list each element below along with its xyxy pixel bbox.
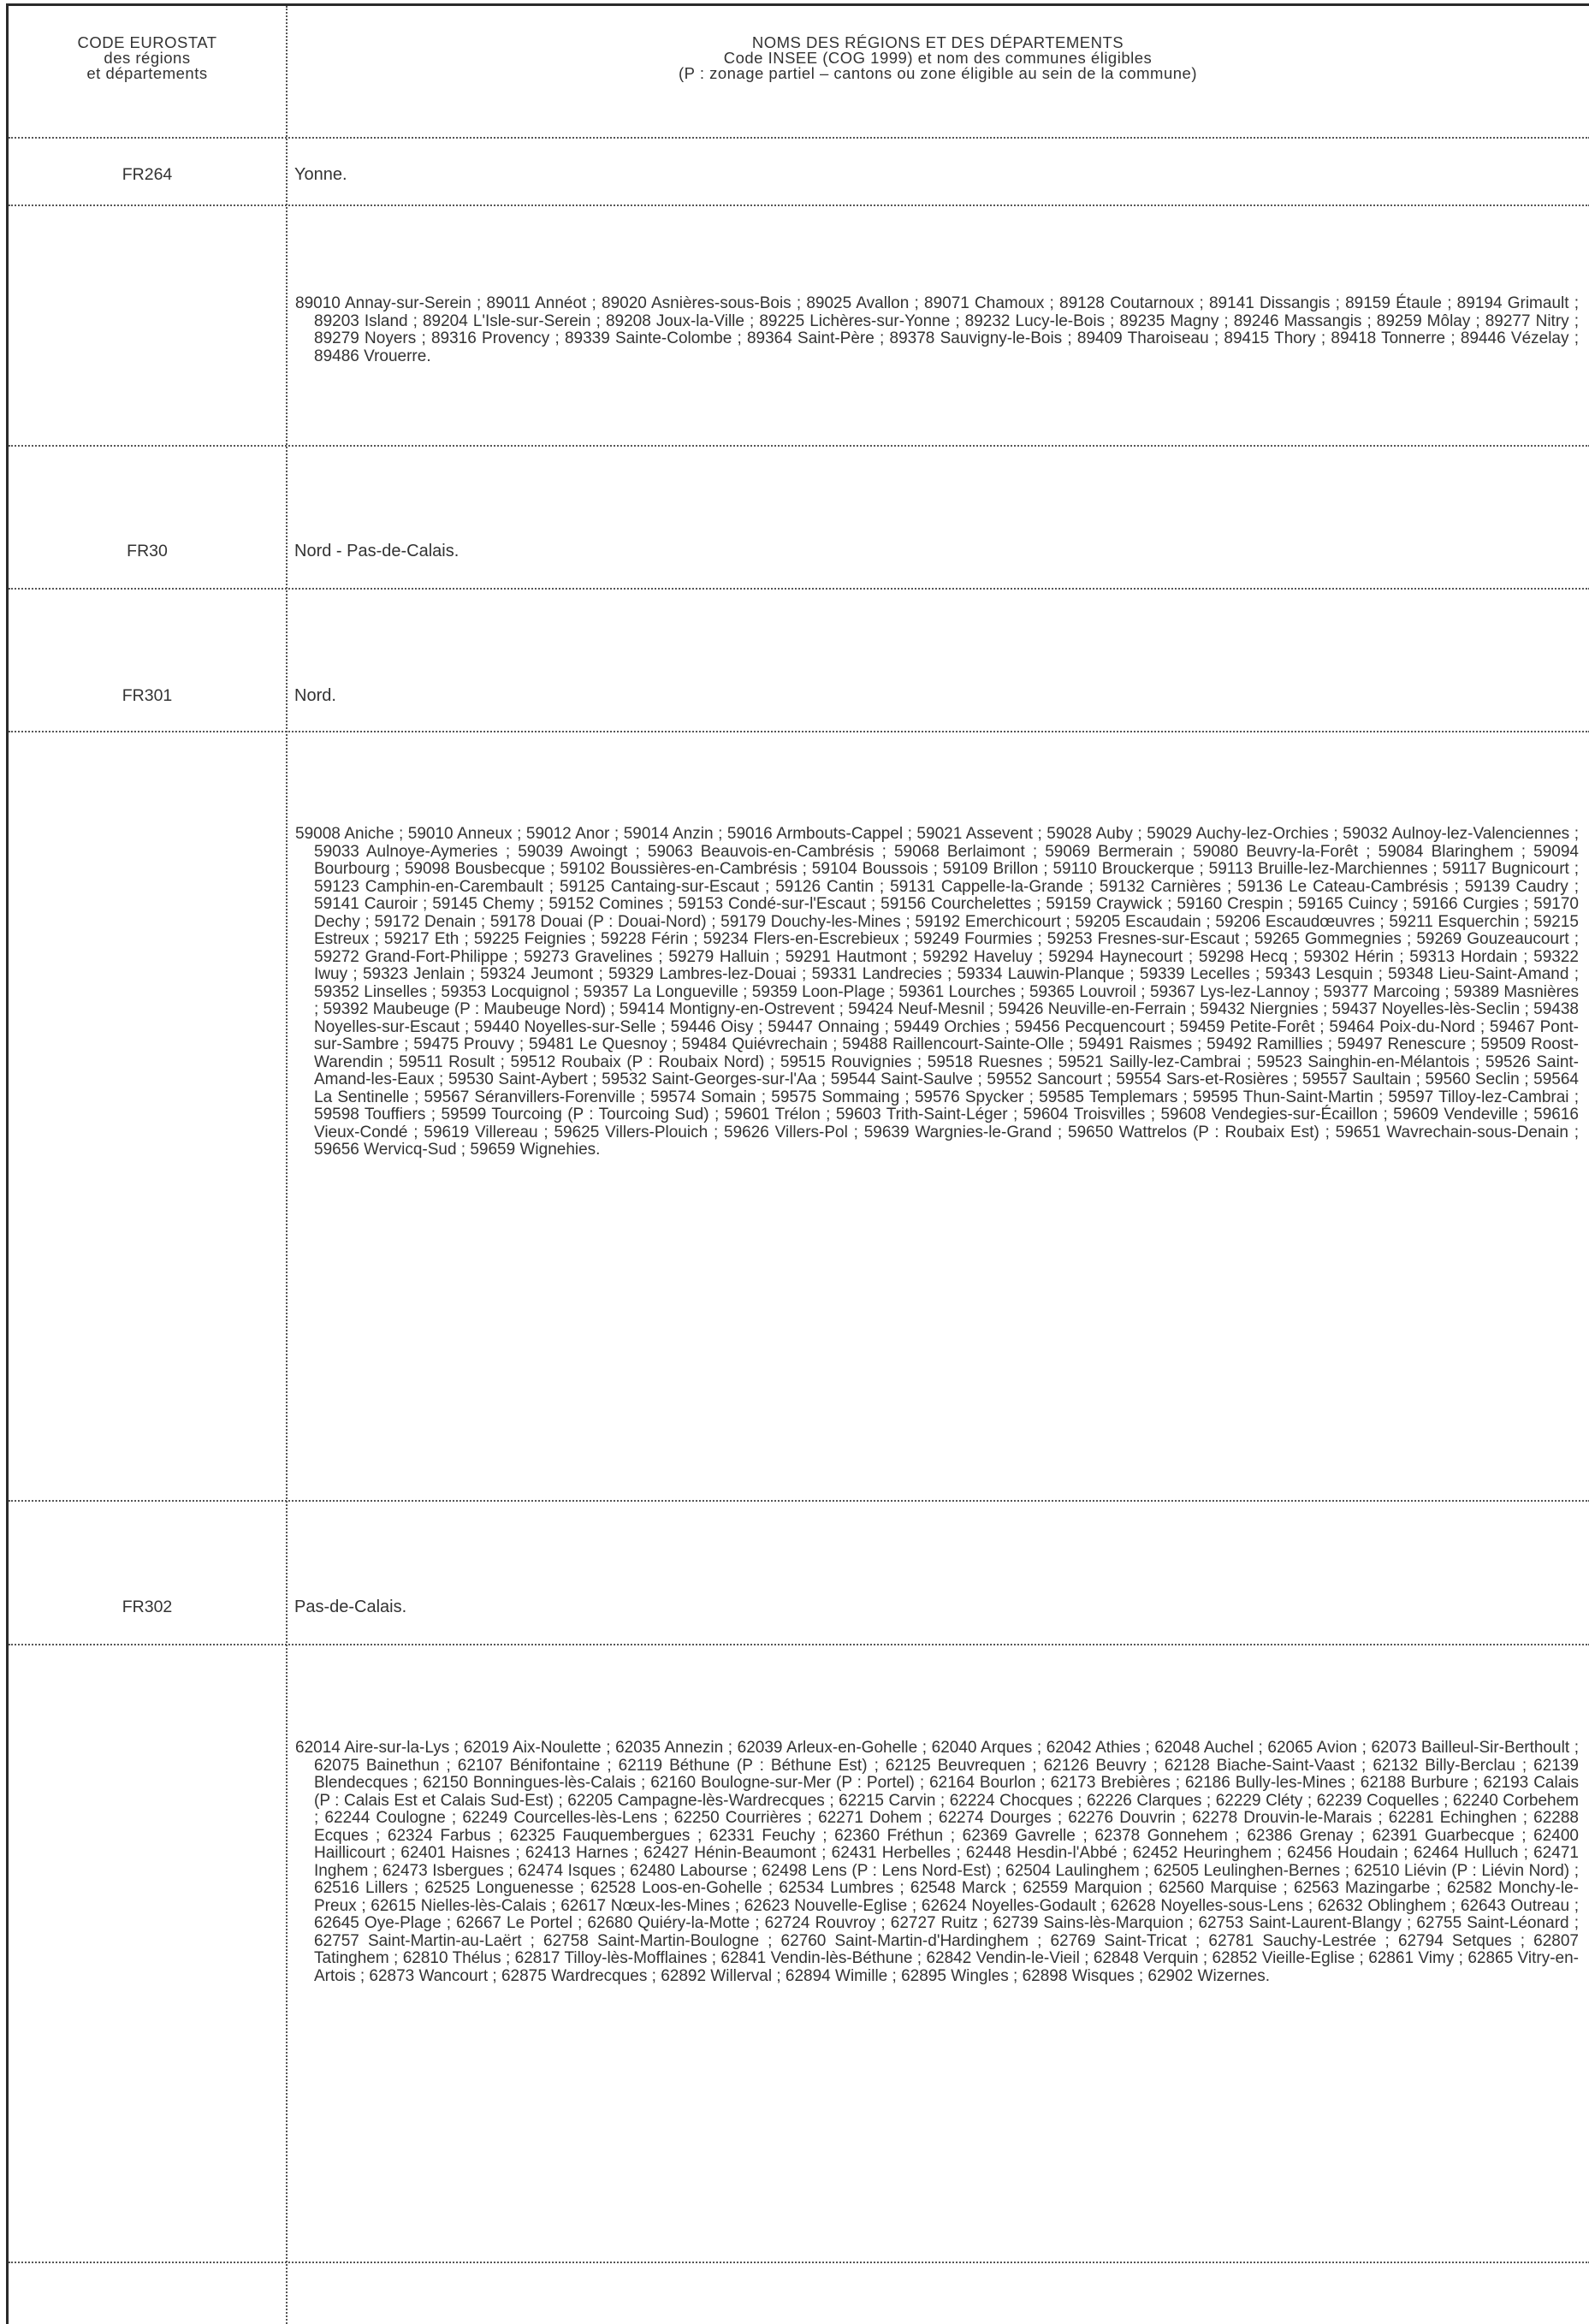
row-separator bbox=[9, 1500, 1589, 1502]
header-line: des régions bbox=[104, 49, 191, 67]
commune-list: 59008 Aniche ; 59010 Anneux ; 59012 Anor ; 59014 Anzin ; 59016 Armbouts-Cappel ; 59021 Assevent ; 59028 Auby ; 59029 Auchy-lez-Orchies ; 59032 Aulnoy-lez-Valenciennes ; 59033 Aulnoye-Aymeries ; 59039 Awoingt ; 59063 Beauvois-en-Cambrésis ; 59068 Berlaimont ; 59069 Bermerain ; 59080 Beuvry-la-Forêt ; 59084 Blaringhem ; 59094 Bourbourg ; 59098 Bousbecque ; 59102 Boussières-en-Cambrésis ; 59104 Boussois ; 59109 Brillon ; 59110 Brouckerque ; 59113 Bruille-lez-Marchiennes ; 59117 Bugnicourt ; 59123 Camphin-en-Carembault ; 59125 Cantaing-sur-Escaut ; 59126 Cantin ; 59131 Cappelle-la-Grande ; 59132 Carnières ; 59136 Le Cateau-Cambrésis ; 59139 Caudry ; 59141 Cauroir ; 59145 Chemy ; 59152 Comines ; 59153 Condé-sur-l'Escaut ; 59156 Courchelettes ; 59159 Craywick ; 59160 Crespin ; 59165 Cuincy ; 59166 Curgies ; 59170 Dechy ; 59172 Denain ; 59178 Douai (P : Douai-Nord) ; 59179 Douchy-les-Mines ; 59192 Emerchicourt ; 59205 Escaudain ; 59206 Escaudœuvres ; 59211 Esquerchin ; 59215 Estreux ; 59217 Eth ; 59225 Feignies ; 59228 Férin ; 59234 Flers-en-Escrebieux ; 59249 Fourmies ; 59253 Fresnes-sur-Escaut ; 59265 Gommegnies ; 59269 Gouzeaucourt ; 59272 Grand-Fort-Philippe ; 59273 Gravelines ; 59279 Halluin ; 59291 Hautmont ; 59292 Haveluy ; 59294 Haynecourt ; 59298 Hecq ; 59302 Hérin ; 59313 Hordain ; 59322 Iwuy ; 59323 Jenlain ; 59324 Jeumont ; 59329 Lambres-lez-Douai ; 59331 Landrecies ; 59334 Lauwin-Planque ; 59339 Lecelles ; 59343 Lesquin ; 59348 Lieu-Saint-Amand ; 59352 Linselles ; 59353 Locquignol ; 59357 La Longueville ; 59359 Loon-Plage ; 59361 Lourches ; 59365 Louvroil ; 59367 Lys-lez-Lannoy ; 59377 Marcoing ; 59389 Masnières ; 59392 Maubeuge (P : Maubeuge Nord) ; 59414 Montigny-en-Ostrevent ; 59424 Neuf-Mesnil ; 59426 Neuville-en-Ferrain ; 59432 Niergnies ; 59437 Noyelles-lès-Seclin ; 59438 Noyelles-sur-Escaut ; 59440 Noyelles-sur-Selle ; 59446 Oisy ; 59447 Onnaing ; 59449 Orchies ; 59456 Pecquencourt ; 59459 Petite-Forêt ; 59464 Poix-du-Nord ; 59467 Pont-sur-Sambre ; 59475 Prouvy ; 59481 Le Quesnoy ; 59484 Quiévrechain ; 59488 Raillencourt-Sainte-Olle ; 59491 Raismes ; 59492 Ramillies ; 59497 Renescure ; 59509 Roost-Warendin ; 59511 Rosult ; 59512 Roubaix (P : Roubaix Nord) ; 59515 Rouvignies ; 59518 Ruesnes ; 59521 Sailly-lez-Cambrai ; 59523 Sainghin-en-Mélantois ; 59526 Saint-Amand-les-Eaux ; 59530 Saint-Aybert ; 59532 Saint-Georges-sur-l'Aa ; 59544 Saint-Saulve ; 59552 Sancourt ; 59554 Sars-et-Rosières ; 59557 Saultain ; 59560 Seclin ; 59564 La Sentinelle ; 59567 Séranvillers-Forenville ; 59574 Somain ; 59575 Sommaing ; 59576 Spycker ; 59585 Templemars ; 59595 Thun-Saint-Martin ; 59597 Tilloy-lez-Cambrai ; 59598 Touffiers ; 59599 Tourcoing (P : Tourcoing Sud) ; 59601 Trélon ; 59603 Trith-Saint-Léger ; 59604 Troisvilles ; 59608 Vendegies-sur-Écaillon ; 59609 Vendeville ; 59616 Vieux-Condé ; 59619 Villereau ; 59625 Villers-Plouich ; 59626 Villers-Pol ; 59639 Wargnies-le-Grand ; 59650 Wattrelos (P : Roubaix Est) ; 59651 Wavrechain-sous-Denain ; 59656 Wervicq-Sud ; 59659 Wignehies. bbox=[295, 825, 1579, 1159]
region-code: FR302 bbox=[122, 1598, 173, 1616]
row-separator bbox=[9, 445, 1589, 447]
header-line: NOMS DES RÉGIONS ET DES DÉPARTEMENTS bbox=[751, 33, 1124, 51]
region-name: Pas-de-Calais. bbox=[294, 1598, 407, 1616]
eligibility-table bbox=[6, 3, 1589, 2324]
header-line: CODE EUROSTAT bbox=[77, 33, 217, 51]
region-name: Nord - Pas-de-Calais. bbox=[294, 542, 460, 560]
header-line: Code INSEE (COG 1999) et nom des communes éligibles bbox=[723, 49, 1153, 67]
header-col-names bbox=[286, 35, 1589, 81]
row-separator bbox=[9, 2262, 1589, 2263]
row-separator bbox=[9, 588, 1589, 590]
row-separator bbox=[9, 205, 1589, 206]
region-name: Nord. bbox=[294, 686, 336, 705]
row-separator bbox=[9, 731, 1589, 732]
header-col-code bbox=[9, 35, 286, 81]
commune-list: 89010 Annay-sur-Serein ; 89011 Annéot ; 89020 Asnières-sous-Bois ; 89025 Avallon ; 89071 Chamoux ; 89128 Coutarnoux ; 89141 Dissangis ; 89159 Étaule ; 89194 Grimault ; 89203 Island ; 89204 L'Isle-sur-Serein ; 89208 Joux-la-Ville ; 89225 Lichères-sur-Yonne ; 89232 Lucy-le-Bois ; 89235 Magny ; 89246 Massangis ; 89259 Môlay ; 89277 Nitry ; 89279 Noyers ; 89316 Provency ; 89339 Sainte-Colombe ; 89364 Saint-Père ; 89378 Sauvigny-le-Bois ; 89409 Tharoiseau ; 89415 Thory ; 89418 Tonnerre ; 89446 Vézelay ; 89486 Vrouerre. bbox=[295, 294, 1579, 365]
column-divider bbox=[286, 6, 288, 2324]
region-code: FR264 bbox=[122, 165, 173, 184]
region-code: FR301 bbox=[122, 686, 173, 705]
region-code: FR30 bbox=[127, 542, 168, 560]
row-separator bbox=[9, 1644, 1589, 1645]
commune-list: 62014 Aire-sur-la-Lys ; 62019 Aix-Noulette ; 62035 Annezin ; 62039 Arleux-en-Gohelle ; 62040 Arques ; 62042 Athies ; 62048 Auchel ; 62065 Avion ; 62073 Bailleul-Sir-Berthoult ; 62075 Bainethun ; 62107 Bénifontaine ; 62119 Béthune (P : Béthune Est) ; 62125 Beuvrequen ; 62126 Beuvry ; 62128 Biache-Saint-Vaast ; 62132 Billy-Berclau ; 62139 Blendecques ; 62150 Bonningues-lès-Calais ; 62160 Boulogne-sur-Mer (P : Portel) ; 62164 Bourlon ; 62173 Brebières ; 62186 Bully-les-Mines ; 62188 Burbure ; 62193 Calais (P : Calais Est et Calais Sud-Est) ; 62205 Campagne-lès-Wardrecques ; 62215 Carvin ; 62224 Chocques ; 62226 Clarques ; 62229 Cléty ; 62239 Coquelles ; 62240 Corbehem ; 62244 Coulogne ; 62249 Courcelles-lès-Lens ; 62250 Courrières ; 62271 Dohem ; 62274 Dourges ; 62276 Douvrin ; 62278 Drouvin-le-Marais ; 62281 Echinghen ; 62288 Ecques ; 62324 Farbus ; 62325 Fauquembergues ; 62331 Feuchy ; 62360 Fréthun ; 62369 Gavrelle ; 62378 Gonnehem ; 62386 Grenay ; 62391 Guarbecque ; 62400 Haillicourt ; 62401 Haisnes ; 62413 Harnes ; 62427 Hénin-Beaumont ; 62431 Herbelles ; 62448 Hesdin-l'Abbé ; 62452 Heuringhem ; 62456 Houdain ; 62464 Hulluch ; 62471 Inghem ; 62473 Isbergues ; 62474 Isques ; 62480 Labourse ; 62498 Lens (P : Lens Nord-Est) ; 62504 Laulinghem ; 62505 Leulinghen-Bernes ; 62510 Liévin (P : Liévin Nord) ; 62516 Lillers ; 62525 Longuenesse ; 62528 Loos-en-Gohelle ; 62534 Lumbres ; 62548 Marck ; 62559 Marquion ; 62560 Marquise ; 62563 Mazingarbe ; 62582 Monchy-le-Preux ; 62615 Nielles-lès-Calais ; 62617 Nœux-les-Mines ; 62623 Nouvelle-Eglise ; 62624 Noyelles-Godault ; 62628 Noyelles-sous-Lens ; 62632 Oblinghem ; 62643 Outreau ; 62645 Oye-Plage ; 62667 Le Portel ; 62680 Quiéry-la-Motte ; 62724 Rouvroy ; 62727 Ruitz ; 62739 Sains-lès-Marquion ; 62753 Saint-Laurent-Blangy ; 62755 Saint-Léonard ; 62757 Saint-Martin-au-Laërt ; 62758 Saint-Martin-Boulogne ; 62760 Saint-Martin-d'Hardinghem ; 62769 Saint-Tricat ; 62781 Sauchy-Lestrée ; 62794 Setques ; 62807 Tatinghem ; 62810 Thélus ; 62817 Tilloy-lès-Mofflaines ; 62841 Vendin-lès-Béthune ; 62842 Vendin-le-Vieil ; 62848 Verquin ; 62852 Vieille-Eglise ; 62861 Vimy ; 62865 Vitry-en-Artois ; 62873 Wancourt ; 62875 Wardrecques ; 62892 Willerval ; 62894 Wimille ; 62895 Wingles ; 62898 Wisques ; 62902 Wizernes. bbox=[295, 1739, 1579, 1985]
header-line: et départements bbox=[86, 64, 208, 82]
header-line: (P : zonage partiel – cantons ou zone éligible au sein de la commune) bbox=[679, 64, 1197, 82]
row-separator bbox=[9, 137, 1589, 139]
region-name: Yonne. bbox=[294, 165, 347, 184]
